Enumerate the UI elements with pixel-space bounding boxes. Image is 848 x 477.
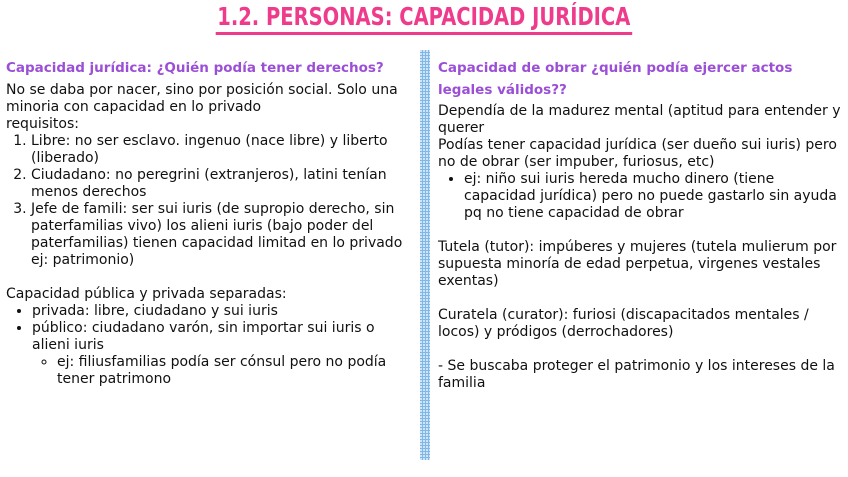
spacer (438, 341, 842, 358)
list-item: 2. Ciudadano: no peregrini (extranjeros), latini tenían menos derechos (31, 167, 411, 201)
left-heading: Capacidad jurídica: ¿Quién podía tener derechos? (6, 60, 384, 76)
capacity-label: Capacidad pública y privada separadas: (6, 286, 287, 302)
tutela-paragraph: Tutela (tutor): impúberes y mujeres (tutela mulierum por supuesta minoría de edad perpetua, virgenes vestales exentas) (438, 239, 837, 289)
right-paragraph-2: Podías tener capacidad jurídica (ser dueño sui iuris) pero no de obrar (ser impuber, furiosus, etc) (438, 137, 837, 170)
list-item: 1. Libre: no ser esclavo. ingenuo (nace libre) y liberto (liberado) (31, 133, 411, 167)
list-item-text: público: ciudadano varón, sin importar sui iuris o alieni iuris (32, 320, 375, 353)
right-heading: Capacidad de obrar ¿quién podía ejercer actos legales válidos?? (438, 60, 793, 98)
list-item: • privada: libre, ciudadano y sui iuris (32, 303, 411, 320)
spacer (438, 290, 842, 307)
list-item: 3. Jefe de famili: ser sui iuris (de supropio derecho, sin paterfamilias vivo) los alieni iuris (bajo poder del paterfamilias) tienen capacidad limitad en lo privado ej: patrimonio) (31, 201, 411, 269)
requisites-list (6, 133, 411, 269)
list-item: ◦ ej: filiusfamilias podía ser cónsul pero no podía tener patrimono (57, 354, 411, 388)
note-paragraph: - Se buscaba proteger el patrimonio y los intereses de la familia (438, 358, 835, 391)
right-paragraph-1: Dependía de la madurez mental (aptitud para entender y querer (438, 103, 841, 136)
right-column (438, 57, 842, 392)
curatela-paragraph: Curatela (curator): furiosi (discapacitados mentales / locos) y pródigos (derrochadores) (438, 307, 809, 340)
page-title: 1.2. PERSONAS: CAPACIDAD JURÍDICA (216, 2, 632, 35)
right-bullet-list (438, 171, 842, 222)
title-container (0, 2, 848, 35)
spacer (438, 222, 842, 239)
left-column (6, 57, 411, 388)
capacity-sublist (32, 354, 411, 388)
list-item: • ej: niño sui iuris hereda mucho dinero (tiene capacidad jurídica) pero no puede gastarlo sin ayuda pq no tiene capacidad de obrar (464, 171, 842, 222)
spacer (6, 269, 411, 286)
capacity-list (6, 303, 411, 388)
requisites-label: requisitos: (6, 116, 79, 132)
column-divider (420, 50, 430, 460)
left-intro: No se daba por nacer, sino por posición social. Solo una minoria con capacidad en lo privado (6, 82, 398, 115)
list-item (32, 320, 411, 388)
